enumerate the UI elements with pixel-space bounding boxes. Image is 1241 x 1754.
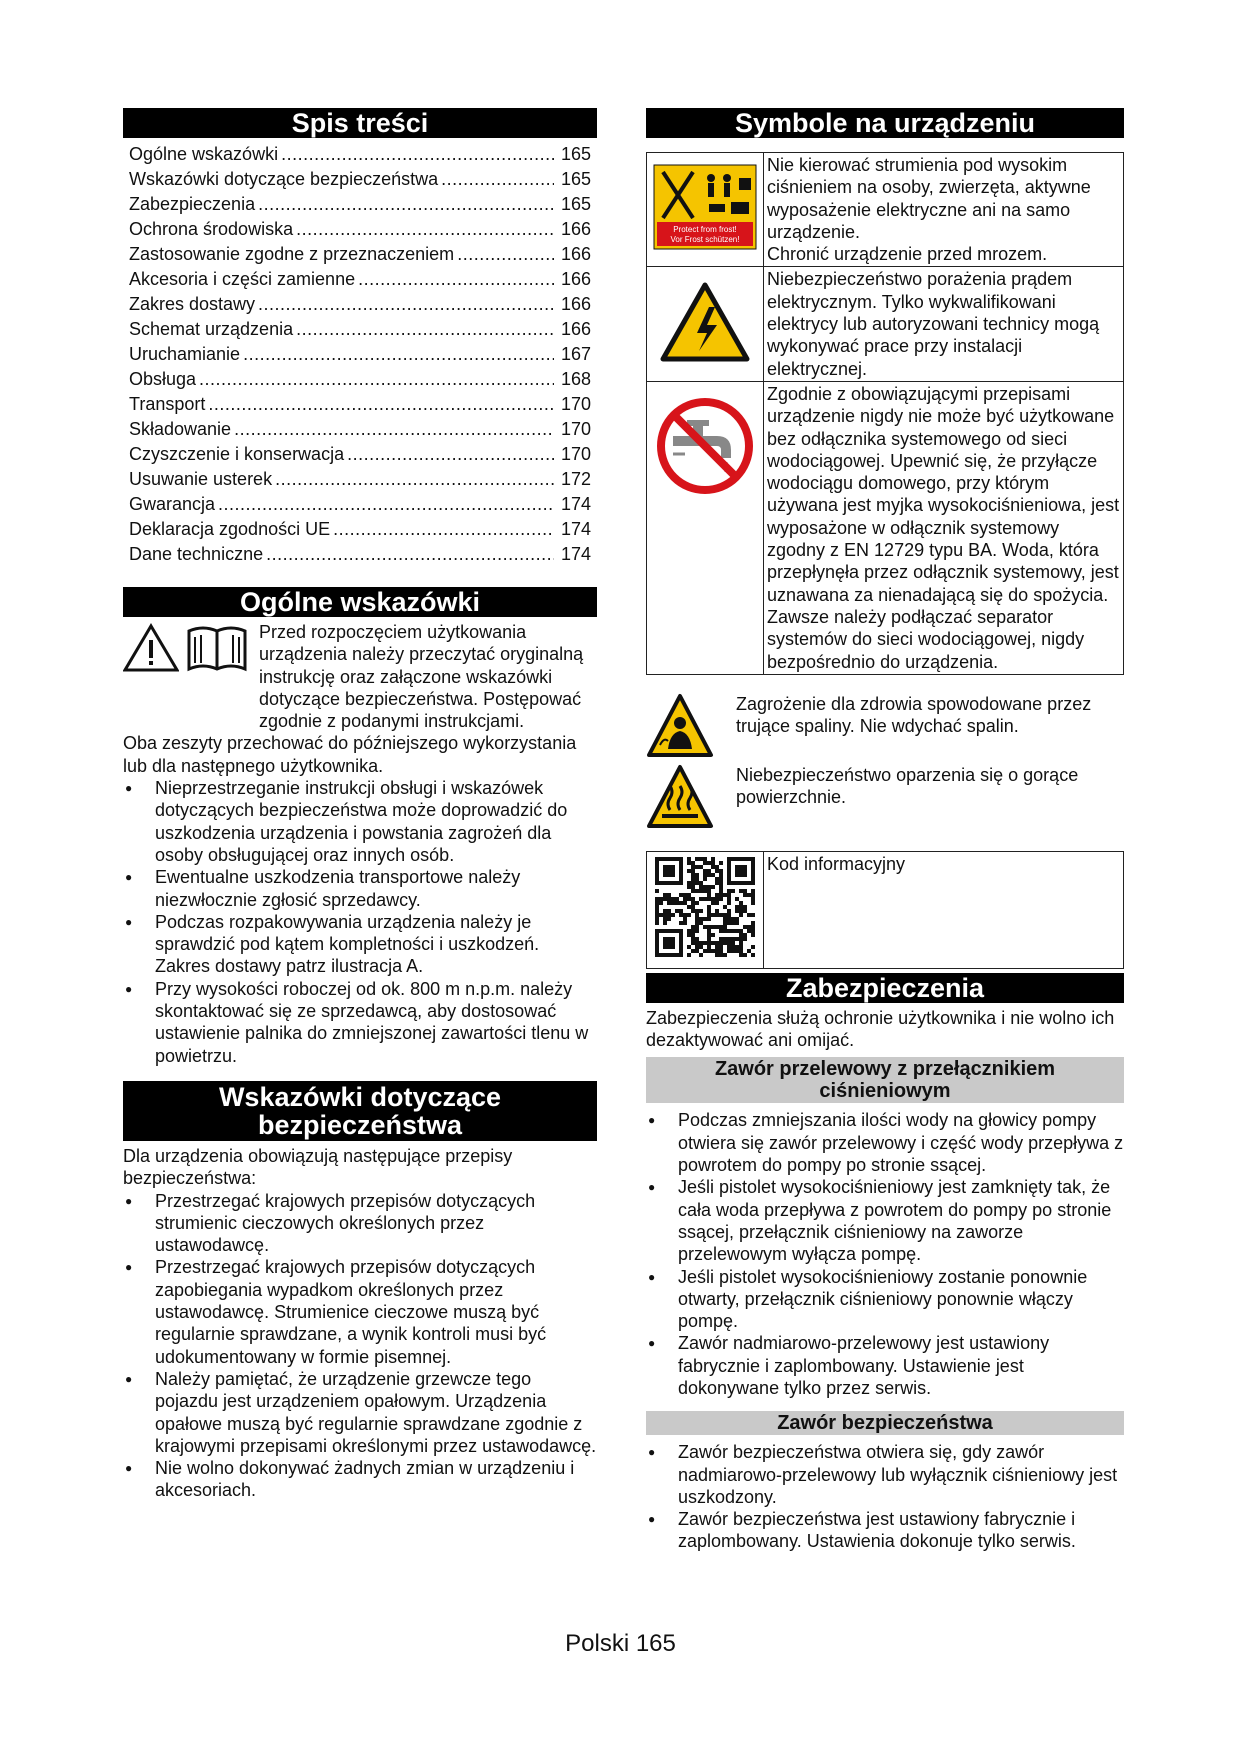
footer-language: Polski xyxy=(565,1630,630,1657)
bullet-item: ● Podczas zmniejszania ilości wody na głowicy pompy otwiera się zawór przelewowy i część wody przepływa z powrotem do pompy po stronie ssącej. xyxy=(646,1109,1124,1176)
hot-surface-icon xyxy=(646,764,714,830)
overflow-bullets xyxy=(646,1109,1124,1399)
toc-item xyxy=(129,167,591,192)
toc-item-label: Akcesoria i części zamienne xyxy=(129,269,356,289)
protection-intro-text: Zabezpieczenia służą ochronie użytkownika i nie wolno ich dezaktywować ani omijać. xyxy=(646,1007,1115,1051)
frost-label-en: Protect from frost! xyxy=(673,225,737,235)
bullet-item: ● Jeśli pistolet wysokociśnieniowy zostanie ponownie otwarty, przełącznik ciśnieniowy ponownie włączy pompę. xyxy=(646,1266,1124,1333)
toc-leader-dots xyxy=(333,517,554,542)
toc-item-label: Zabezpieczenia xyxy=(129,194,256,214)
toc-item-label: Zakres dostawy xyxy=(129,294,256,314)
toc-leader-dots xyxy=(296,217,554,242)
toc-item xyxy=(129,242,591,267)
fumes-text: Zagrożenie dla zdrowia spowodowane przez trujące spaliny. Nie wdychać spalin. xyxy=(736,693,1092,737)
toc-item-label: Schemat urządzenia xyxy=(129,319,294,339)
symbol-text-cell xyxy=(764,267,1124,381)
symbols-table xyxy=(646,152,1124,675)
symbol-cell xyxy=(646,764,736,835)
toc-item-page: 165 xyxy=(560,169,591,189)
toc-item-page: 166 xyxy=(560,269,591,289)
bullet-item: ● Zawór bezpieczeństwa otwiera się, gdy zawór nadmiarowo-przelewowy lub wyłącznik ciśnieniowy jest uszkodzony. xyxy=(646,1441,1124,1508)
toc-leader-dots xyxy=(296,317,554,342)
bullet-item: ● Jeśli pistolet wysokociśnieniowy jest zamknięty tak, że cała woda przepływa z powrotem do pompy po stronie ssącej, przełącznik ciśnieniowy na zaworze przelewowym wyłącza pompę. xyxy=(646,1176,1124,1265)
bullet-item: ● Przestrzegać krajowych przepisów dotyczących zapobiegania wypadkom określonych przez ustawodawcę. Strumienice cieczowe muszą być regularnie sprawdzane, a wynik kontroli musi być udokumentowany w formie pisemnej. xyxy=(123,1256,597,1367)
toc-item-page: 166 xyxy=(560,319,591,339)
toc-item-page: 165 xyxy=(560,144,591,164)
toc-item xyxy=(129,142,591,167)
toc-item-page: 170 xyxy=(560,444,591,464)
toc-leader-dots xyxy=(358,267,554,292)
safety-valve-bullets xyxy=(646,1441,1124,1552)
toc-leader-dots xyxy=(266,542,554,567)
bullet-item: ● Przy wysokości roboczej od ok. 800 m n.p.m. należy skontaktować się ze sprzedawcą, aby dostosować ustawienie palnika do zmniejszonej zawartości tlenu w powietrzu. xyxy=(123,978,597,1067)
protection-heading: Zabezpieczenia xyxy=(646,973,1124,1003)
toc-item-page: 170 xyxy=(560,419,591,439)
frost-label-de: Vor Frost schützen! xyxy=(670,235,740,245)
toc-item xyxy=(129,492,591,517)
toc-item xyxy=(129,267,591,292)
toc-item xyxy=(129,342,591,367)
free-symbols xyxy=(646,693,1124,835)
symbol-row xyxy=(647,381,1124,674)
general-bullets xyxy=(123,777,597,1067)
toc-heading: Spis treści xyxy=(123,108,597,138)
toc-item xyxy=(129,217,591,242)
toc-leader-dots xyxy=(347,442,554,467)
overflow-valve-heading-line2: ciśnieniowym xyxy=(819,1080,951,1103)
bullet-item: ● Przestrzegać krajowych przepisów dotyczących strumienic cieczowych określonych przez ustawodawcę. xyxy=(123,1190,597,1257)
toc-leader-dots xyxy=(218,492,554,517)
toc-item xyxy=(129,192,591,217)
bullet-item: ● Zawór nadmiarowo-przelewowy jest ustawiony fabrycznie i zaplombowany. Ustawienie jest dokonywane tylko przez serwis. xyxy=(646,1332,1124,1399)
symbols-heading: Symbole na urządzeniu xyxy=(646,108,1124,138)
safety-heading-line1: Wskazówki dotyczące xyxy=(218,1081,502,1112)
toc-leader-dots xyxy=(243,342,554,367)
toc-item-page: 166 xyxy=(560,219,591,239)
bullet-item: ● Podczas rozpakowywania urządzenia należy je sprawdzić pod kątem kompletności i uszkodzeń. Zakres dostawy patrz ilustracja A. xyxy=(123,911,597,978)
toc-item-page: 174 xyxy=(560,519,591,539)
toc-item-page: 166 xyxy=(560,244,591,264)
warning-triangle-icon xyxy=(123,623,179,673)
toc-item xyxy=(129,392,591,417)
toc-leader-dots xyxy=(208,392,554,417)
general-intro-text: Przed rozpoczęciem użytkowania urządzenia należy przeczytać oryginalną instrukcję oraz załączone wskazówki dotyczące bezpieczeństwa. Postępować zgodnie z podanymi instrukcjami. xyxy=(259,622,584,732)
toc-item-label: Zastosowanie zgodne z przeznaczeniem xyxy=(129,244,455,264)
toc-item xyxy=(129,417,591,442)
symbol-text: Zgodnie z obowiązującymi przepisami urządzenie nigdy nie może być użytkowane bez odłącznika systemowego od sieci wodociągowej. Upewnić się, że przyłącze wodociągu domowego, przy którym używana jest myjka wysokociśnieniowa, jest wyposażone w odłącznik systemowy zgodny z EN 12729 typu BA. Woda, która przepłynęła przez odłącznik systemowy, jest uznawana za nienadającą się do spożycia. xyxy=(767,383,1120,605)
toc-leader-dots xyxy=(275,467,554,492)
symbol-fumes xyxy=(646,693,1124,764)
toc-item-page: 168 xyxy=(560,369,591,389)
toc-item-page: 167 xyxy=(560,344,591,364)
toc-leader-dots xyxy=(457,242,554,267)
safety-heading-line2: bezpieczeństwa xyxy=(257,1109,463,1140)
bullet-item: ● Nie wolno dokonywać żadnych zmian w urządzeniu i akcesoriach. xyxy=(123,1457,597,1502)
toc-item-page: 174 xyxy=(560,494,591,514)
symbol-text: Niebezpieczeństwo porażenia prądem elektrycznym. Tylko wykwalifikowani elektrycy lub autoryzowani technicy mogą wykonywać prace przy instalacji elektrycznej. xyxy=(767,269,1100,379)
footer-page-number: 165 xyxy=(635,1630,676,1657)
toc-item xyxy=(129,317,591,342)
general-heading: Ogólne wskazówki xyxy=(123,587,597,617)
bullet-item: ● Ewentualne uszkodzenia transportowe należy niezwłocznie zgłosić sprzedawcy. xyxy=(123,866,597,911)
toc-item-page: 165 xyxy=(560,194,591,214)
symbol-cell xyxy=(647,381,764,674)
toc-item-page: 170 xyxy=(560,394,591,414)
safety-valve-heading: Zawór bezpieczeństwa xyxy=(646,1411,1124,1435)
safety-heading xyxy=(123,1081,597,1141)
symbol-text-cell xyxy=(764,153,1124,267)
symbol-text: Nie kierować strumienia pod wysokim ciśnieniem na osoby, zwierzęta, aktywne wyposażenie elektryczne ani na samo urządzenie. xyxy=(767,155,1091,242)
toc-item xyxy=(129,517,591,542)
toc-leader-dots xyxy=(234,417,554,442)
no-spray-frost-icon xyxy=(653,164,757,250)
toc-item-label: Wskazówki dotyczące bezpieczeństwa xyxy=(129,169,439,189)
toc-item-label: Czyszczenie i konserwacja xyxy=(129,444,345,464)
no-direct-water-connection-icon xyxy=(655,396,755,496)
symbol-row xyxy=(647,267,1124,381)
symbol-text-2: Zawsze należy podłączać separator systemów do sieci wodociągowej, nigdy bezpośrednio do urządzenia. xyxy=(767,606,1085,672)
toc-item xyxy=(129,542,591,567)
toc-item-label: Składowanie xyxy=(129,419,232,439)
symbol-text-cell xyxy=(764,381,1124,674)
toc-leader-dots xyxy=(281,142,554,167)
safety-intro-text: Dla urządzenia obowiązują następujące przepisy bezpieczeństwa: xyxy=(123,1145,513,1189)
electric-shock-icon xyxy=(659,281,751,363)
symbol-row xyxy=(647,851,1124,968)
toc-item-label: Usuwanie usterek xyxy=(129,469,273,489)
toc-item xyxy=(129,442,591,467)
toc-item-label: Gwarancja xyxy=(129,494,216,514)
toc-leader-dots xyxy=(258,192,554,217)
toc-leader-dots xyxy=(258,292,554,317)
overflow-valve-heading-line1: Zawór przelewowy z przełącznikiem xyxy=(714,1058,1056,1081)
symbol-hot xyxy=(646,764,1124,835)
general-intro xyxy=(123,621,597,732)
toc-leader-dots xyxy=(441,167,554,192)
toc-item xyxy=(129,467,591,492)
toc-item-label: Ogólne wskazówki xyxy=(129,144,279,164)
overflow-valve-heading xyxy=(646,1057,1124,1103)
bullet-item: ● Należy pamiętać, że urządzenie grzewcze tego pojazdu jest urządzeniem opałowym. Urządzenia opałowe muszą być regularnie sprawdzane zgodnie z krajowymi przepisami określonymi przez ustawodawcę. xyxy=(123,1368,597,1457)
symbol-cell xyxy=(647,851,764,968)
toc-leader-dots xyxy=(199,367,554,392)
toc-item-label: Deklaracja zgodności UE xyxy=(129,519,331,539)
toc-item-label: Transport xyxy=(129,394,206,414)
safety-bullets xyxy=(123,1190,597,1502)
page-footer xyxy=(0,1630,1241,1658)
toc-item-label: Ochrona środowiska xyxy=(129,219,294,239)
intro-icons xyxy=(123,623,249,673)
toc-item xyxy=(129,367,591,392)
toc-item-page: 172 xyxy=(560,469,591,489)
right-column xyxy=(646,108,1124,1553)
symbol-text-2: Chronić urządzenie przed mrozem. xyxy=(767,244,1048,265)
toc-item-label: Uruchamianie xyxy=(129,344,241,364)
bullet-item: ● Nieprzestrzeganie instrukcji obsługi i wskazówek dotyczących bezpieczeństwa może doprowadzić do uszkodzenia urządzenia i powstania zagrożeń dla osoby obsługującej oraz innych osób. xyxy=(123,777,597,866)
toxic-fumes-icon xyxy=(646,693,714,759)
toc-item-page: 166 xyxy=(560,294,591,314)
left-column xyxy=(123,108,597,1502)
bullet-item: ● Zawór bezpieczeństwa jest ustawiony fabrycznie i zaplombowany. Ustawienia dokonuje tylko serwis. xyxy=(646,1508,1124,1553)
symbol-cell xyxy=(646,693,736,764)
toc-item xyxy=(129,292,591,317)
symbol-text-cell xyxy=(764,851,1124,968)
general-keep-text: Oba zeszyty przechować do późniejszego wykorzystania lub dla następnego użytkownika. xyxy=(123,733,577,776)
toc-item-page: 174 xyxy=(560,544,591,564)
qr-code-icon xyxy=(652,854,758,960)
hot-text: Niebezpieczeństwo oparzenia się o gorące powierzchnie. xyxy=(736,764,1079,808)
qr-table xyxy=(646,851,1124,969)
toc-list xyxy=(123,142,597,567)
toc-item-label: Dane techniczne xyxy=(129,544,264,564)
manual-book-icon xyxy=(185,623,249,673)
symbol-cell xyxy=(647,267,764,381)
qr-text: Kod informacyjny xyxy=(767,853,906,874)
symbol-row xyxy=(647,153,1124,267)
toc-item-label: Obsługa xyxy=(129,369,197,389)
symbol-cell xyxy=(647,153,764,267)
